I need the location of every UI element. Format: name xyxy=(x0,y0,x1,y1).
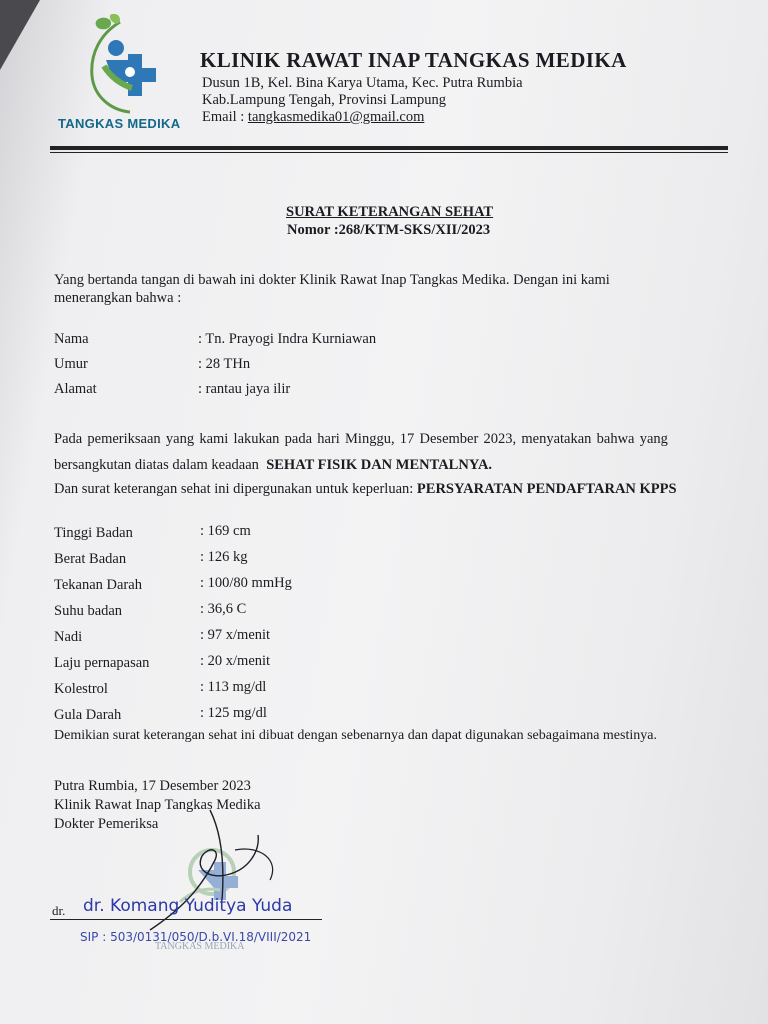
email-label: Email : xyxy=(202,109,248,125)
exam-line-2 xyxy=(54,457,492,474)
clinic-name: KLINIK RAWAT INAP TANGKAS MEDIKA xyxy=(200,48,627,72)
vital-label-height: Tinggi Badan xyxy=(54,525,133,541)
vital-value-height: : 169 cm xyxy=(200,523,251,539)
document-title: SURAT KETERANGAN SEHAT xyxy=(286,204,494,220)
vital-label-weight: Berat Badan xyxy=(54,551,127,567)
signature-org: Klinik Rawat Inap Tangkas Medika xyxy=(54,797,261,813)
intro-line-2: menerangkan bahwa : xyxy=(54,290,182,306)
letter-purpose: PERSYARATAN PENDAFTARAN KPPS xyxy=(416,481,677,497)
logo-caption: TANGKAS MEDIKA xyxy=(58,116,181,131)
vital-value-respiration: : 20 x/menit xyxy=(200,653,271,669)
vital-value-blood-sugar: : 125 mg/dl xyxy=(200,705,267,721)
intro-line-1: Yang bertanda tangan di bawah ini dokter Klinik Rawat Inap Tangkas Medika. Dengan ini kami xyxy=(54,272,610,288)
patient-value-age: : 28 THn xyxy=(198,356,251,372)
email-line xyxy=(202,109,424,126)
vital-label-cholesterol: Kolestrol xyxy=(54,681,108,697)
email-link[interactable]: tangkasmedika01@gmail.com xyxy=(247,109,425,125)
header-rule-thin xyxy=(50,152,728,153)
exam-line-3-text: Dan surat keterangan sehat ini dipergunakan untuk keperluan: xyxy=(54,481,414,497)
closing-statement: Demikian surat keterangan sehat ini dibuat dengan sebenarnya dan dapat digunakan sebagaimana mestinya. xyxy=(54,728,657,743)
doctor-sip: SIP : 503/0131/050/D.b.VI.18/VIII/2021 xyxy=(80,930,312,944)
signature-line xyxy=(50,919,322,920)
signature-prefix: dr. xyxy=(52,903,66,918)
place-date: Putra Rumbia, 17 Desember 2023 xyxy=(54,778,251,794)
patient-value-address: : rantau jaya ilir xyxy=(198,381,291,397)
vital-label-blood-sugar: Gula Darah xyxy=(54,707,122,723)
vital-label-pulse: Nadi xyxy=(54,629,83,645)
health-status: SEHAT FISIK DAN MENTALNYA. xyxy=(266,457,493,473)
vital-value-weight: : 126 kg xyxy=(200,549,248,565)
patient-value-name: : Tn. Prayogi Indra Kurniawan xyxy=(198,331,377,347)
vital-label-temperature: Suhu badan xyxy=(54,603,123,619)
clinic-logo xyxy=(70,14,170,118)
header-rule-thick xyxy=(50,146,728,150)
vital-value-temperature: : 36,6 C xyxy=(200,601,247,617)
patient-label-name: Nama xyxy=(54,331,89,347)
vital-value-pulse: : 97 x/menit xyxy=(200,627,271,643)
patient-label-address: Alamat xyxy=(54,381,97,397)
document-number: Nomor :268/KTM-SKS/XII/2023 xyxy=(287,222,491,238)
vital-value-cholesterol: : 113 mg/dl xyxy=(200,679,267,695)
patient-label-age: Umur xyxy=(54,356,88,372)
stamp-caption: TANGKAS MEDIKA xyxy=(155,941,245,952)
paper-shadow-corner xyxy=(0,0,40,70)
signature-role: Dokter Pemeriksa xyxy=(54,816,159,832)
address-line-1: Dusun 1B, Kel. Bina Karya Utama, Kec. Putra Rumbia xyxy=(202,75,523,91)
exam-line-1: Pada pemeriksaan yang kami lakukan pada hari Minggu, 17 Desember 2023, menyatakan bahwa yang xyxy=(54,431,668,447)
signature-scribble xyxy=(140,790,340,940)
address-line-2: Kab.Lampung Tengah, Provinsi Lampung xyxy=(202,92,446,108)
exam-line-3 xyxy=(54,481,677,498)
doctor-name: dr. Komang Yuditya Yuda xyxy=(83,896,293,916)
vital-label-respiration: Laju pernapasan xyxy=(54,655,150,671)
exam-line-2-text: bersangkutan diatas dalam keadaan xyxy=(54,457,259,473)
vital-label-blood-pressure: Tekanan Darah xyxy=(54,577,142,593)
vital-value-blood-pressure: : 100/80 mmHg xyxy=(200,575,292,591)
